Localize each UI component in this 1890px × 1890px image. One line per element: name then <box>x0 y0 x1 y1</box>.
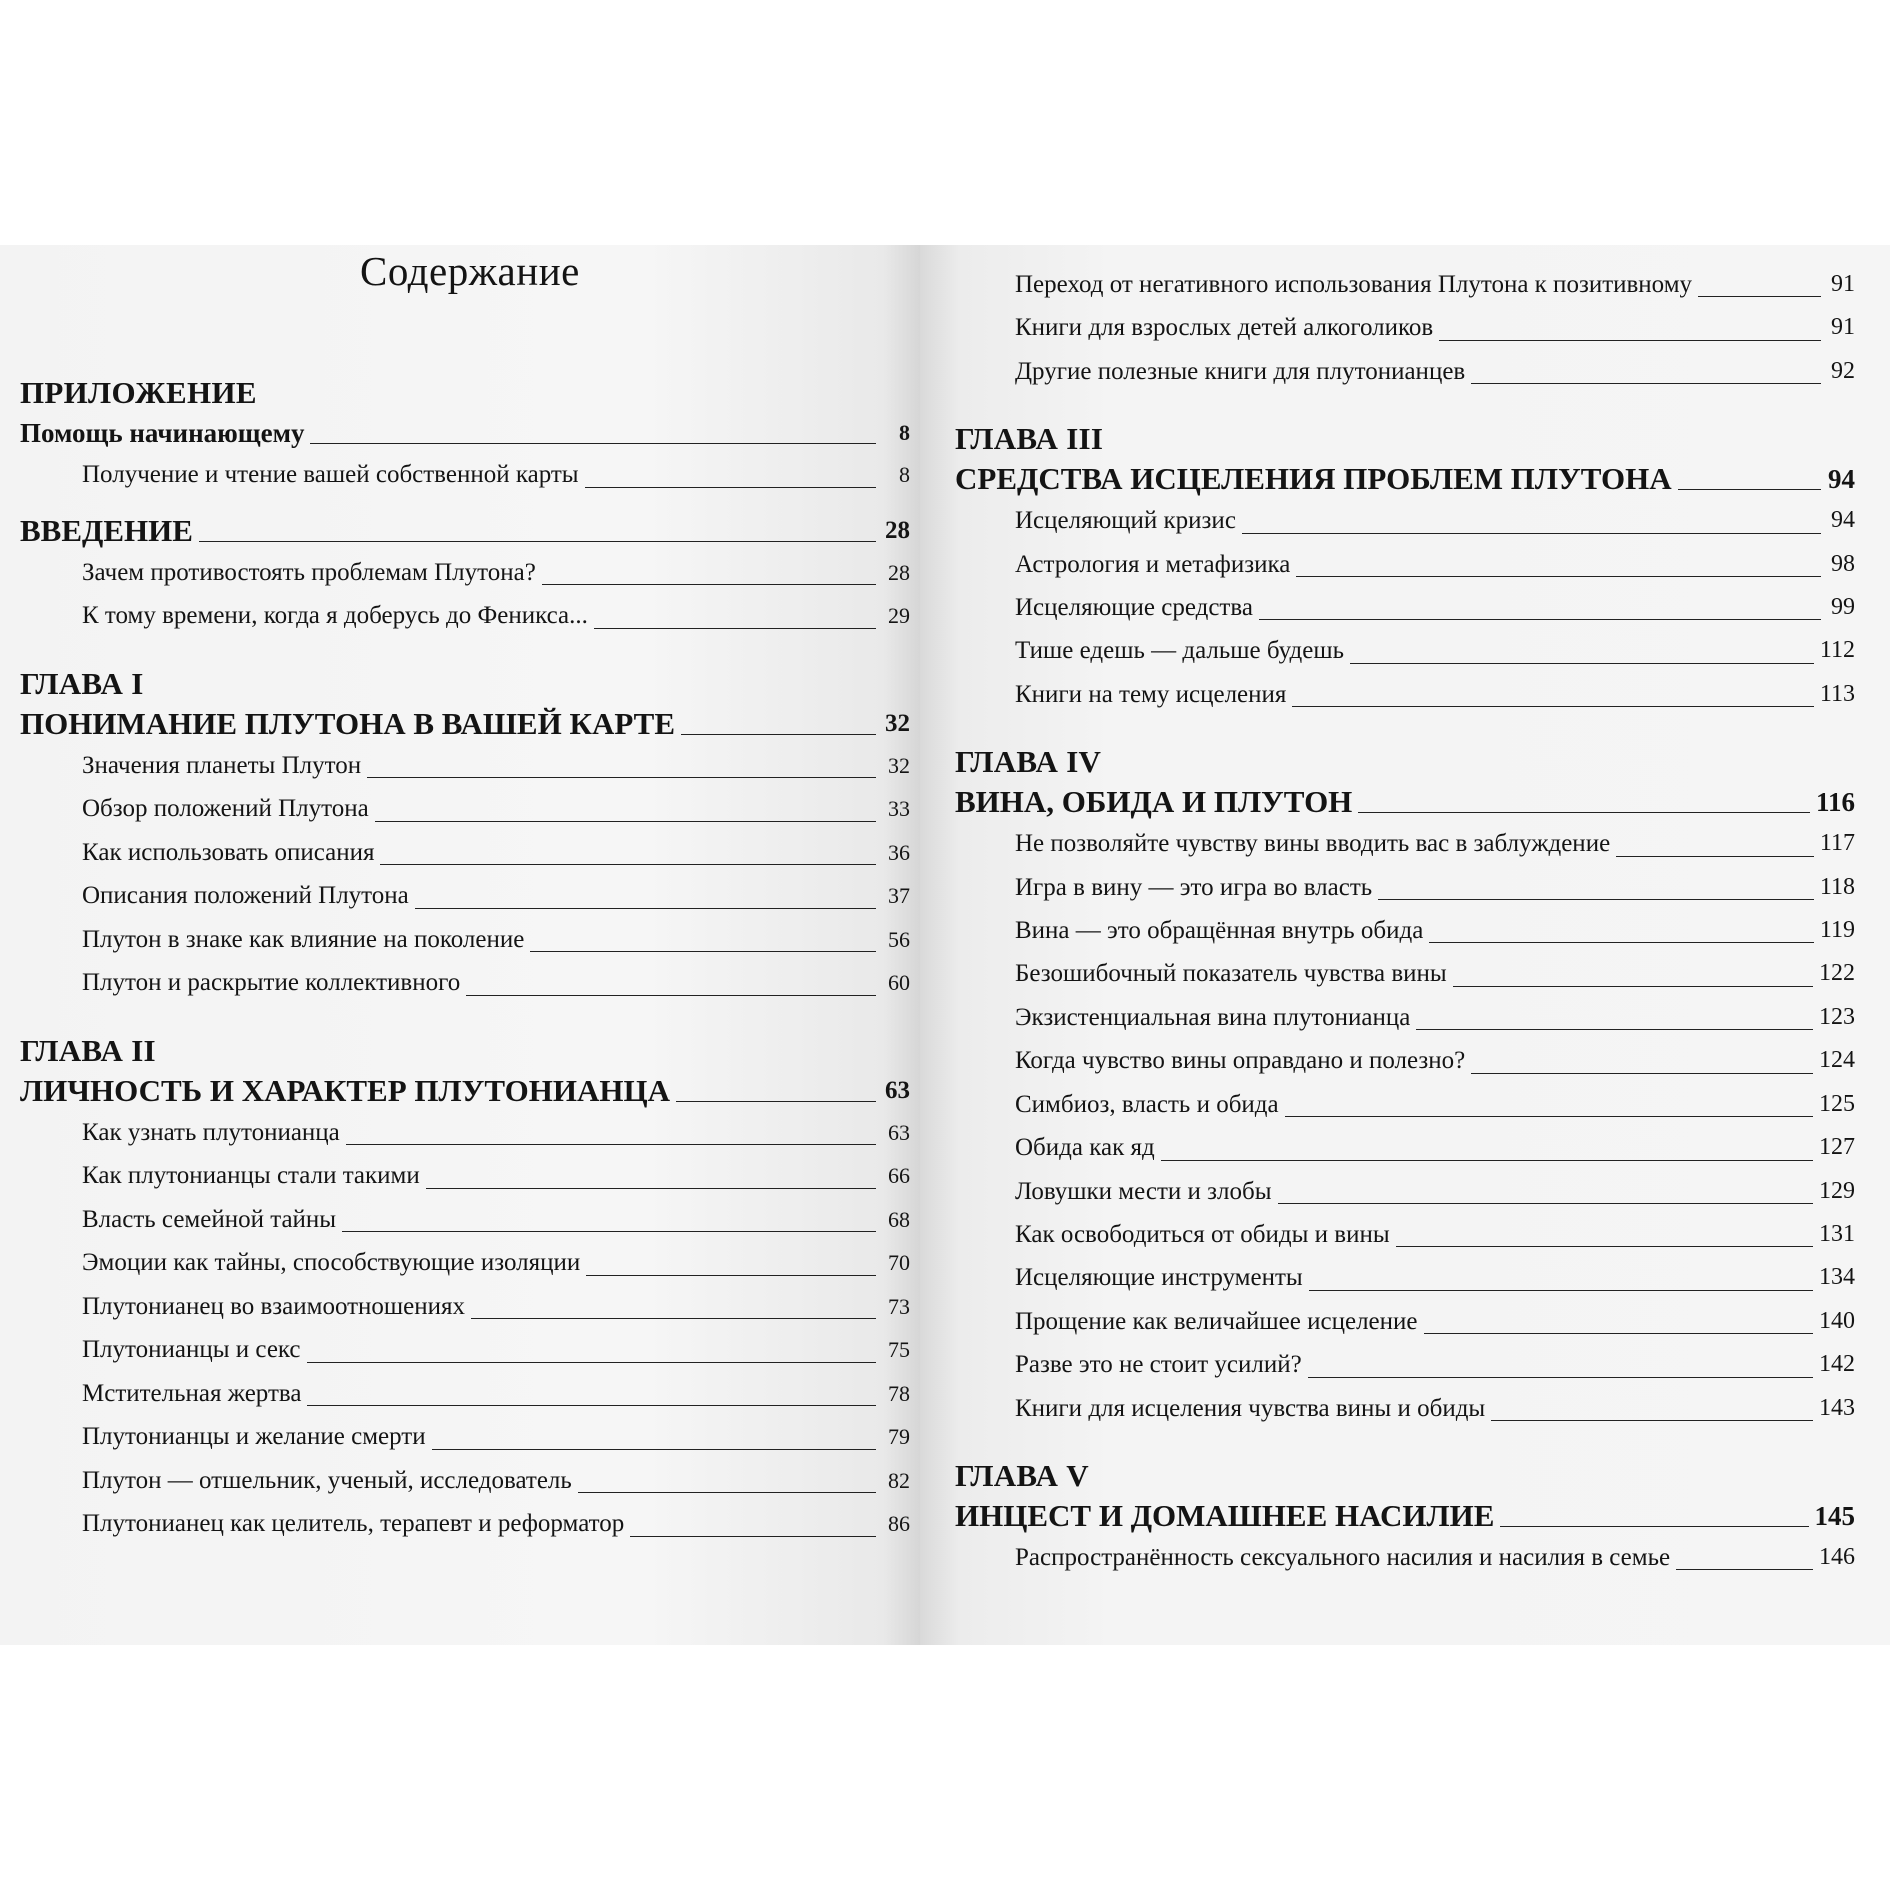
toc-entry[interactable] <box>955 866 1855 909</box>
toc-entry[interactable] <box>955 1343 1855 1386</box>
leader-line <box>1439 340 1821 341</box>
chapter-label: ГЛАВА II <box>20 1032 156 1068</box>
page-number: 125 <box>1819 1090 1855 1117</box>
toc-entry-title: Плутонианец во взаимоотношениях <box>82 1292 466 1320</box>
toc-entry[interactable] <box>20 787 910 831</box>
toc-entry-title: Плутонианцы и секс <box>82 1336 301 1363</box>
section-gap <box>955 1430 1855 1456</box>
leader-line <box>1471 383 1821 384</box>
leader-line <box>1161 1160 1813 1161</box>
toc-entry[interactable] <box>955 1170 1855 1213</box>
toc-entry[interactable] <box>20 453 910 497</box>
toc-entry-title: Астрология и метафизика <box>1015 550 1291 578</box>
left-page <box>0 245 920 1645</box>
toc-entry[interactable] <box>955 909 1855 952</box>
page-number: 32 <box>885 709 910 737</box>
toc-entry[interactable] <box>20 1415 910 1459</box>
leader-line <box>1242 533 1821 534</box>
leader-line <box>1676 1569 1813 1570</box>
page-number: 91 <box>1831 271 1855 297</box>
toc-entry[interactable] <box>955 1256 1855 1299</box>
book-spread <box>0 245 1890 1645</box>
leader-line <box>1308 1377 1813 1378</box>
toc-entry-title: Описания положений Плутона <box>82 882 409 909</box>
toc-entry[interactable] <box>955 350 1855 393</box>
leader-line <box>1429 942 1814 943</box>
leader-line <box>346 1144 876 1145</box>
leader-line <box>1396 1246 1813 1247</box>
toc-entry[interactable] <box>20 744 910 788</box>
toc-heading[interactable] <box>20 704 910 744</box>
toc-heading[interactable] <box>955 459 1855 499</box>
toc-entry[interactable] <box>20 551 910 595</box>
page-number: 79 <box>888 1424 910 1449</box>
page-number: 127 <box>1819 1134 1855 1161</box>
toc-entry-title: Как использовать описания <box>82 838 375 866</box>
toc-entry-title: Переход от негативного использования Плутона к позитивному <box>1015 271 1693 298</box>
toc-entry[interactable] <box>20 1111 910 1155</box>
toc-entry-title: Книги для взрослых детей алкоголиков <box>1015 314 1434 342</box>
toc-entry[interactable] <box>955 499 1855 542</box>
leader-line <box>1424 1333 1814 1334</box>
leader-line <box>466 995 876 996</box>
toc-heading[interactable] <box>20 1071 910 1111</box>
leader-line <box>585 487 876 488</box>
toc-heading[interactable] <box>20 413 910 453</box>
leader-line <box>432 1449 876 1450</box>
right-toc-column <box>955 263 1855 1579</box>
leader-line <box>380 864 876 865</box>
leader-line <box>307 1405 876 1406</box>
leader-line <box>367 777 876 778</box>
toc-entry-title: Плутон в знаке как влияние на поколение <box>82 925 525 953</box>
page-number: 70 <box>888 1250 910 1275</box>
leader-line <box>1309 1290 1813 1291</box>
toc-heading[interactable] <box>20 511 910 551</box>
toc-entry[interactable] <box>955 586 1855 629</box>
page-number: 28 <box>888 559 910 585</box>
toc-entry[interactable] <box>955 1387 1855 1430</box>
toc-entry-title: Обзор положений Плутона <box>82 795 369 822</box>
leader-line <box>1378 899 1814 900</box>
toc-entry[interactable] <box>955 629 1855 672</box>
leader-line <box>426 1188 876 1189</box>
page-number: 78 <box>888 1380 910 1406</box>
leader-line <box>1278 1203 1814 1204</box>
toc-entry-title: Власть семейной тайны <box>82 1205 337 1233</box>
toc-entry[interactable] <box>20 1372 910 1416</box>
page-number: 92 <box>1831 357 1855 384</box>
leader-line <box>1678 489 1821 490</box>
toc-entry-title: Вина — это обращённая внутрь обида <box>1015 917 1424 945</box>
leader-line <box>1616 856 1814 857</box>
toc-entry[interactable] <box>955 952 1855 995</box>
toc-entry-title: Безошибочный показатель чувства вины <box>1015 960 1447 988</box>
page-number: 66 <box>888 1163 910 1188</box>
toc-entry-title: Получение и чтение вашей собственной карты <box>82 461 579 488</box>
page-number: 60 <box>888 970 910 995</box>
page-number: 99 <box>1831 594 1855 621</box>
leader-line <box>530 951 876 952</box>
leader-line <box>578 1492 876 1493</box>
page-number: 143 <box>1819 1394 1855 1421</box>
section-gap <box>20 638 910 664</box>
toc-entry[interactable] <box>20 1502 910 1546</box>
page-number: 140 <box>1819 1307 1855 1334</box>
toc-entry[interactable] <box>955 1083 1855 1126</box>
toc-entry-title: Исцеляющие инструменты <box>1015 1264 1303 1292</box>
toc-entry-title: Не позволяйте чувству вины вводить вас в заблуждение <box>1015 830 1611 858</box>
page-number: 122 <box>1819 960 1855 987</box>
leader-line <box>676 1101 876 1102</box>
toc-entry[interactable] <box>955 263 1855 306</box>
page-number: 32 <box>888 752 910 778</box>
leader-line <box>1471 1073 1813 1074</box>
page-number: 86 <box>888 1511 910 1536</box>
toc-entry[interactable] <box>955 996 1855 1039</box>
toc-entry-title: Книги для исцеления чувства вины и обиды <box>1015 1394 1486 1422</box>
leader-line <box>1453 986 1813 987</box>
toc-entry[interactable] <box>20 1154 910 1198</box>
toc-entry[interactable] <box>20 831 910 875</box>
toc-entry-title: Зачем противостоять проблемам Плутона? <box>82 558 536 586</box>
toc-entry-title: Другие полезные книги для плутонианцев <box>1015 357 1466 385</box>
toc-entry-title: Помощь начинающему <box>20 418 305 448</box>
toc-entry-title: Прощение как величайшее исцеление <box>1015 1307 1418 1335</box>
page-number: 33 <box>888 796 910 821</box>
leader-line <box>586 1275 876 1276</box>
leader-line <box>542 584 876 585</box>
page-number: 73 <box>888 1293 910 1319</box>
toc-entry-title: Тише едешь — дальше будешь <box>1015 637 1345 665</box>
toc-heading[interactable] <box>955 782 1855 822</box>
toc-entry-title: ПОНИМАНИЕ ПЛУТОНА В ВАШЕЙ КАРТЕ <box>20 705 675 741</box>
leader-line <box>1416 1029 1813 1030</box>
page-number: 112 <box>1819 637 1855 664</box>
leader-line <box>307 1362 876 1363</box>
leader-line <box>1259 619 1821 620</box>
chapter-label: ГЛАВА III <box>955 421 1104 457</box>
page-number: 129 <box>1819 1177 1855 1204</box>
toc-entry-title: ИНЦЕСТ И ДОМАШНЕЕ НАСИЛИЕ <box>955 1497 1495 1533</box>
toc-entry[interactable] <box>955 673 1855 716</box>
toc-entry-title: Как плутонианцы стали такими <box>82 1162 420 1189</box>
toc-entry[interactable] <box>20 874 910 918</box>
page-number: 36 <box>888 839 910 865</box>
leader-line <box>1350 663 1814 664</box>
toc-entry[interactable] <box>20 1198 910 1242</box>
toc-entry[interactable] <box>20 1241 910 1285</box>
toc-entry-title: Значения планеты Плутон <box>82 751 362 779</box>
page-number: 8 <box>899 462 910 487</box>
page-number: 98 <box>1831 550 1855 577</box>
toc-entry[interactable] <box>20 594 910 638</box>
toc-entry-title: Плутонианцы и желание смерти <box>82 1423 426 1450</box>
toc-entry[interactable] <box>955 1039 1855 1082</box>
page-number: 28 <box>885 516 910 544</box>
page-number: 146 <box>1819 1543 1855 1570</box>
section-gap <box>20 1005 910 1031</box>
leader-line <box>1358 812 1810 813</box>
toc-entry[interactable] <box>955 1126 1855 1169</box>
page-number: 123 <box>1819 1003 1855 1030</box>
toc-entry-title: Симбиоз, власть и обида <box>1015 1090 1279 1118</box>
page-number: 134 <box>1819 1264 1855 1291</box>
toc-entry[interactable] <box>20 1285 910 1329</box>
page-number: 94 <box>1831 507 1855 534</box>
chapter-label: ГЛАВА V <box>955 1457 1089 1493</box>
right-page <box>920 245 1890 1645</box>
page-number: 94 <box>1828 464 1855 495</box>
toc-entry-title: Как освободиться от обиды и вины <box>1015 1220 1390 1248</box>
page-number: 91 <box>1831 314 1855 341</box>
leader-line <box>1285 1116 1813 1117</box>
page-number: 118 <box>1819 873 1855 900</box>
toc-entry-title: Экзистенциальная вина плутонианца <box>1015 1003 1411 1031</box>
toc-entry-title: Обида как яд <box>1015 1134 1155 1162</box>
toc-entry[interactable] <box>955 306 1855 349</box>
chapter-label: ПРИЛОЖЕНИЕ <box>20 375 257 410</box>
page-number: 8 <box>899 420 910 445</box>
toc-entry-title: Мстительная жертва <box>82 1379 302 1407</box>
toc-entry-title: Плутон — отшельник, ученый, исследователь <box>82 1466 572 1494</box>
leader-line <box>199 541 876 542</box>
toc-entry-title: ВВЕДЕНИЕ <box>20 512 193 548</box>
leader-line <box>310 443 876 444</box>
toc-entry-title: Плутонианец как целитель, терапевт и реформатор <box>82 1510 625 1537</box>
page-number: 119 <box>1819 917 1855 944</box>
toc-title: Содержание <box>360 248 580 294</box>
toc-heading[interactable] <box>955 1496 1855 1536</box>
toc-entry-title: Книги на тему исцеления <box>1015 680 1287 708</box>
leader-line <box>1296 576 1821 577</box>
leader-line <box>1698 296 1821 297</box>
leader-line <box>471 1318 876 1319</box>
page-number: 68 <box>888 1206 910 1232</box>
leader-line <box>1500 1526 1808 1527</box>
leader-line <box>594 628 876 629</box>
toc-entry-title: Исцеляющий кризис <box>1015 507 1236 535</box>
page-number: 124 <box>1819 1047 1855 1074</box>
toc-entry-title: Когда чувство вины оправдано и полезно? <box>1015 1047 1466 1075</box>
leader-line <box>342 1231 876 1232</box>
toc-entry-title: Эмоции как тайны, способствующие изоляции <box>82 1249 581 1276</box>
toc-entry[interactable] <box>20 1328 910 1372</box>
toc-entry-title: Распространённость сексуального насилия и насилия в семье <box>1015 1543 1671 1571</box>
leader-line <box>630 1536 876 1537</box>
toc-entry[interactable] <box>955 543 1855 586</box>
page-number: 131 <box>1819 1220 1855 1247</box>
toc-entry-title: СРЕДСТВА ИСЦЕЛЕНИЯ ПРОБЛЕМ ПЛУТОНА <box>955 461 1672 497</box>
toc-entry[interactable] <box>20 961 910 1005</box>
leader-line <box>375 821 876 822</box>
toc-entry-title: ВИНА, ОБИДА И ПЛУТОН <box>955 784 1353 820</box>
left-toc-column <box>20 373 910 1546</box>
page-number: 63 <box>888 1119 910 1145</box>
leader-line <box>1491 1420 1813 1421</box>
leader-line <box>1292 706 1813 707</box>
toc-entry-title: Как узнать плутонианца <box>82 1118 340 1146</box>
page-number: 75 <box>888 1337 910 1362</box>
toc-entry-title: Исцеляющие средства <box>1015 594 1253 622</box>
leader-line <box>415 908 876 909</box>
toc-entry[interactable] <box>955 822 1855 865</box>
page-number: 37 <box>888 883 910 908</box>
section-gap <box>955 716 1855 742</box>
toc-entry-title: К тому времени, когда я доберусь до Феникса... <box>82 602 588 629</box>
toc-entry[interactable] <box>955 1300 1855 1343</box>
page-number: 116 <box>1815 787 1855 818</box>
section-gap <box>20 497 910 511</box>
page-number: 113 <box>1819 680 1855 707</box>
toc-entry-title: Разве это не стоит усилий? <box>1015 1351 1302 1379</box>
section-gap <box>955 393 1855 419</box>
page-number: 56 <box>888 926 910 952</box>
toc-entry[interactable] <box>955 1213 1855 1256</box>
page-number: 63 <box>885 1076 910 1104</box>
chapter-label: ГЛАВА IV <box>955 744 1102 780</box>
toc-entry[interactable] <box>955 1536 1855 1579</box>
toc-entry-title: Плутон и раскрытие коллективного <box>82 969 461 996</box>
chapter-label: ГЛАВА I <box>20 665 144 701</box>
toc-entry[interactable] <box>20 918 910 962</box>
toc-entry-title: ЛИЧНОСТЬ И ХАРАКТЕР ПЛУТОНИАНЦА <box>20 1072 670 1108</box>
page-number: 29 <box>888 603 910 628</box>
page-number: 142 <box>1819 1351 1855 1378</box>
leader-line <box>681 734 876 735</box>
page-number: 145 <box>1814 1500 1855 1531</box>
toc-entry[interactable] <box>20 1459 910 1503</box>
toc-entry-title: Игра в вину — это игра во власть <box>1015 873 1373 901</box>
page-number: 117 <box>1819 830 1855 857</box>
toc-entry-title: Ловушки мести и злобы <box>1015 1177 1272 1205</box>
page-number: 82 <box>888 1467 910 1493</box>
